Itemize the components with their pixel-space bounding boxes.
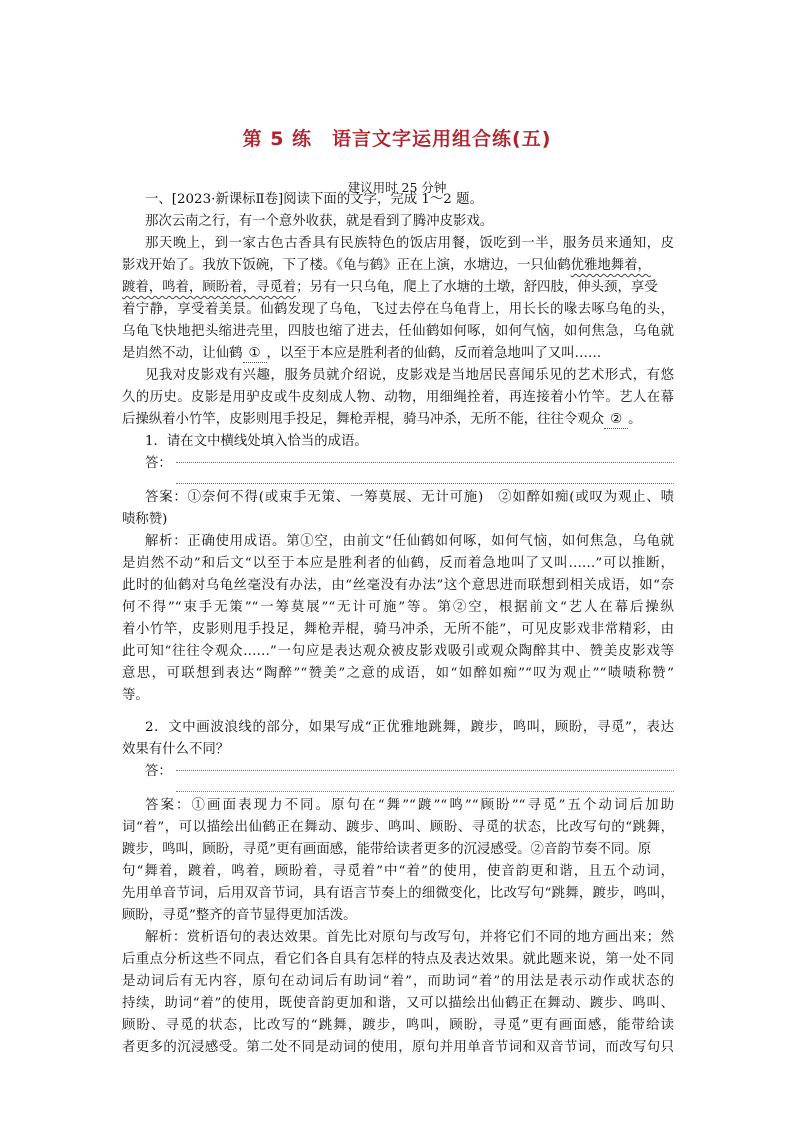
passage-paragraph-2-line-5: 乌龟飞快地把头缩进壳里，四肢也缩了进去，任仙鹤如何啄，如何气恼，如何焦急，乌龟就 [122, 324, 674, 339]
passage-text: 影戏开始了。我放下饭碗，下了楼。《龟与鹤》正在上演，水塘边，一只仙鹤 [122, 258, 571, 273]
answer-line[interactable] [176, 483, 674, 484]
page-title: 第 5 练 语言文字运用组合练(五) [242, 128, 552, 150]
passage-paragraph-3-line-2: 久的历史。皮影是用驴皮或牛皮刻成人物、动物，用细绳拴着，再连接着小竹竿。艺人在幕 [122, 390, 674, 405]
passage-text: 是岿然不动，让仙鹤 [122, 346, 243, 361]
passage-text: ；另有一只乌龟，爬上了水塘的土墩，舒四肢，伸头颈，享受 [296, 280, 658, 295]
passage-paragraph-3-line-1: 见我对皮影戏有兴趣，服务员就介绍说，皮影戏是当地居民喜闻乐见的艺术形式，有悠 [145, 368, 674, 383]
analysis-1-line-3: 此时的仙鹤对乌龟丝毫没有办法，由“丝毫没有办法”这个意思进而联想到相关成语，如“奈 [122, 578, 674, 593]
analysis-2-line-4: 持续，助词“着”的使用，既使音韵更加和谐，又可以描绘出仙鹤正在舞动、踱步、鸣叫、 [122, 996, 674, 1011]
answer-2-line-6: 顾盼，寻觅”整齐的音节显得更加活泼。 [122, 908, 357, 923]
question-2-line-2: 效果有什么不同？ [122, 742, 230, 757]
wavy-underlined-text: 踱着，鸣着，顾盼着，寻觅着 [122, 280, 297, 295]
passage-text: 。 [628, 412, 642, 427]
analysis-2-line-6: 者更多的沉浸感受。第二处不同是动词的使用，原句并用单音节词和双音节词，而改写句只 [122, 1040, 674, 1055]
passage-paragraph-3-line-3 [122, 409, 641, 431]
analysis-1-line-2: 是岿然不动”和后文“以至于本应是胜利者的仙鹤，反而着急地叫了又叫……”可以推断， [122, 556, 674, 571]
analysis-1-line-5: 着小竹竿，皮影则甩手投足，舞枪弄棍，骑马冲杀，无所不能”，可见皮影戏非常精彩，由 [122, 622, 674, 637]
wavy-underlined-text: 优雅地舞着， [570, 258, 651, 273]
fill-blank-1[interactable]: ① [243, 346, 267, 363]
answer-1-line-2: 啧称赞) [122, 512, 168, 527]
analysis-2-line-2: 后重点分析这些不同点，看它们各自具有怎样的特点及表达效果。就此题来说，第一处不同 [122, 952, 674, 967]
answer-line[interactable] [176, 770, 674, 771]
question-2-line-1: 2．文中画波浪线的部分，如果写成“正优雅地跳舞，踱步，鸣叫，顾盼，寻觅”，表达 [145, 720, 674, 735]
answer-2-line-5: 先用单音节词，后用双音节词，具有语言节奏上的细微变化，比改写句“跳舞，踱步，鸣叫， [122, 886, 674, 901]
question-1: 1．请在文中横线处填入恰当的成语。 [145, 434, 368, 449]
analysis-2-line-5: 顾盼、寻觅的状态，比改写的“跳舞，踱步，鸣叫，顾盼，寻觅”更有画面感，能带给读 [122, 1018, 674, 1033]
passage-text: 后操纵着小竹竿，皮影则甩手投足，舞枪弄棍，骑马冲杀，无所不能，往往令观众 [122, 412, 605, 427]
answer-2-line-4: 句“舞着，踱着，鸣着，顾盼着，寻觅着”中“着”的使用，使音韵更和谐，且五个动词， [122, 864, 674, 879]
analysis-2-line-3: 是动词后有无内容，原句在动词后有助词“着”，而助词“着”的用法是表示动作或状态的 [122, 974, 674, 989]
answer-2-line-2: 词“着”，可以描绘出仙鹤正在舞动、踱步、鸣叫、顾盼、寻觅的状态，比改写句的“跳舞， [122, 820, 674, 835]
passage-paragraph-2-line-1: 那天晚上，到一家古色古香具有民族特色的饭店用餐，饭吃到一半，服务员来通知，皮 [145, 236, 674, 251]
passage-paragraph-2-line-4: 着宁静，享受着美景。仙鹤发现了乌龟，飞过去停在乌龟背上，用长长的喙去啄乌龟的头， [122, 302, 674, 317]
analysis-1-line-1: 解析：正确使用成语。第①空，由前文“任仙鹤如何啄，如何气恼，如何焦急，乌龟就 [145, 534, 674, 549]
section-intro: 一、[2023·新课标Ⅱ卷]阅读下面的文字，完成 1～2 题。 [145, 192, 483, 207]
analysis-1-line-4: 何不得”“束手无策”“一筹莫展”“无计可施”等。第②空，根据前文“艺人在幕后操纵 [122, 600, 674, 615]
analysis-1-line-8: 等。 [122, 688, 149, 703]
analysis-2-line-1: 解析：赏析语句的表达效果。首先比对原句与改写句，并将它们不同的地方画出来；然 [145, 930, 674, 945]
answer-1-line-1: 答案：①奈何不得(或束手无策、一筹莫展、无计可施) ②如醉如痴(或叹为观止、啧 [145, 490, 674, 505]
answer-label-1: 答： [145, 456, 172, 471]
answer-text: 原 [637, 842, 652, 857]
answer-label-2: 答： [145, 764, 172, 779]
passage-paragraph-2-line-3 [122, 277, 658, 299]
answer-line[interactable] [176, 791, 674, 792]
answer-2-line-3 [122, 839, 651, 861]
passage-paragraph-2-line-2 [122, 255, 651, 277]
answer-2-line-1: 答案：①画面表现力不同。原句在“舞”“踱”“鸣”“顾盼”“寻觅”五个动词后加助 [145, 798, 674, 813]
passage-text: ，以至于本应是胜利者的仙鹤，反而着急地叫了又叫…… [266, 346, 602, 361]
analysis-1-line-7: 意思，可联想到表达“陶醉”“赞美”之意的成语，如“如醉如痴”“叹为观止”“啧啧称赞” [122, 666, 674, 681]
analysis-1-line-6: 此可知“往往令观众……”一句应是表达观众被皮影戏吸引或观众陶醉其中、赞美皮影戏等 [122, 644, 674, 659]
answer-text: 踱步，鸣叫，顾盼，寻觅”更有画面感，能带给读者更多的沉浸感受。② [122, 842, 544, 857]
suggested-time: 建议用时 25 分钟 [347, 180, 447, 195]
passage-paragraph-2-line-6 [122, 343, 601, 365]
fill-blank-2[interactable]: ② [604, 412, 628, 429]
answer-line[interactable] [176, 462, 674, 463]
answer-text-highlight: 音韵节奏不同。 [543, 842, 638, 857]
passage-paragraph-1: 那次云南之行，有一个意外收获，就是看到了腾冲皮影戏。 [145, 214, 494, 229]
